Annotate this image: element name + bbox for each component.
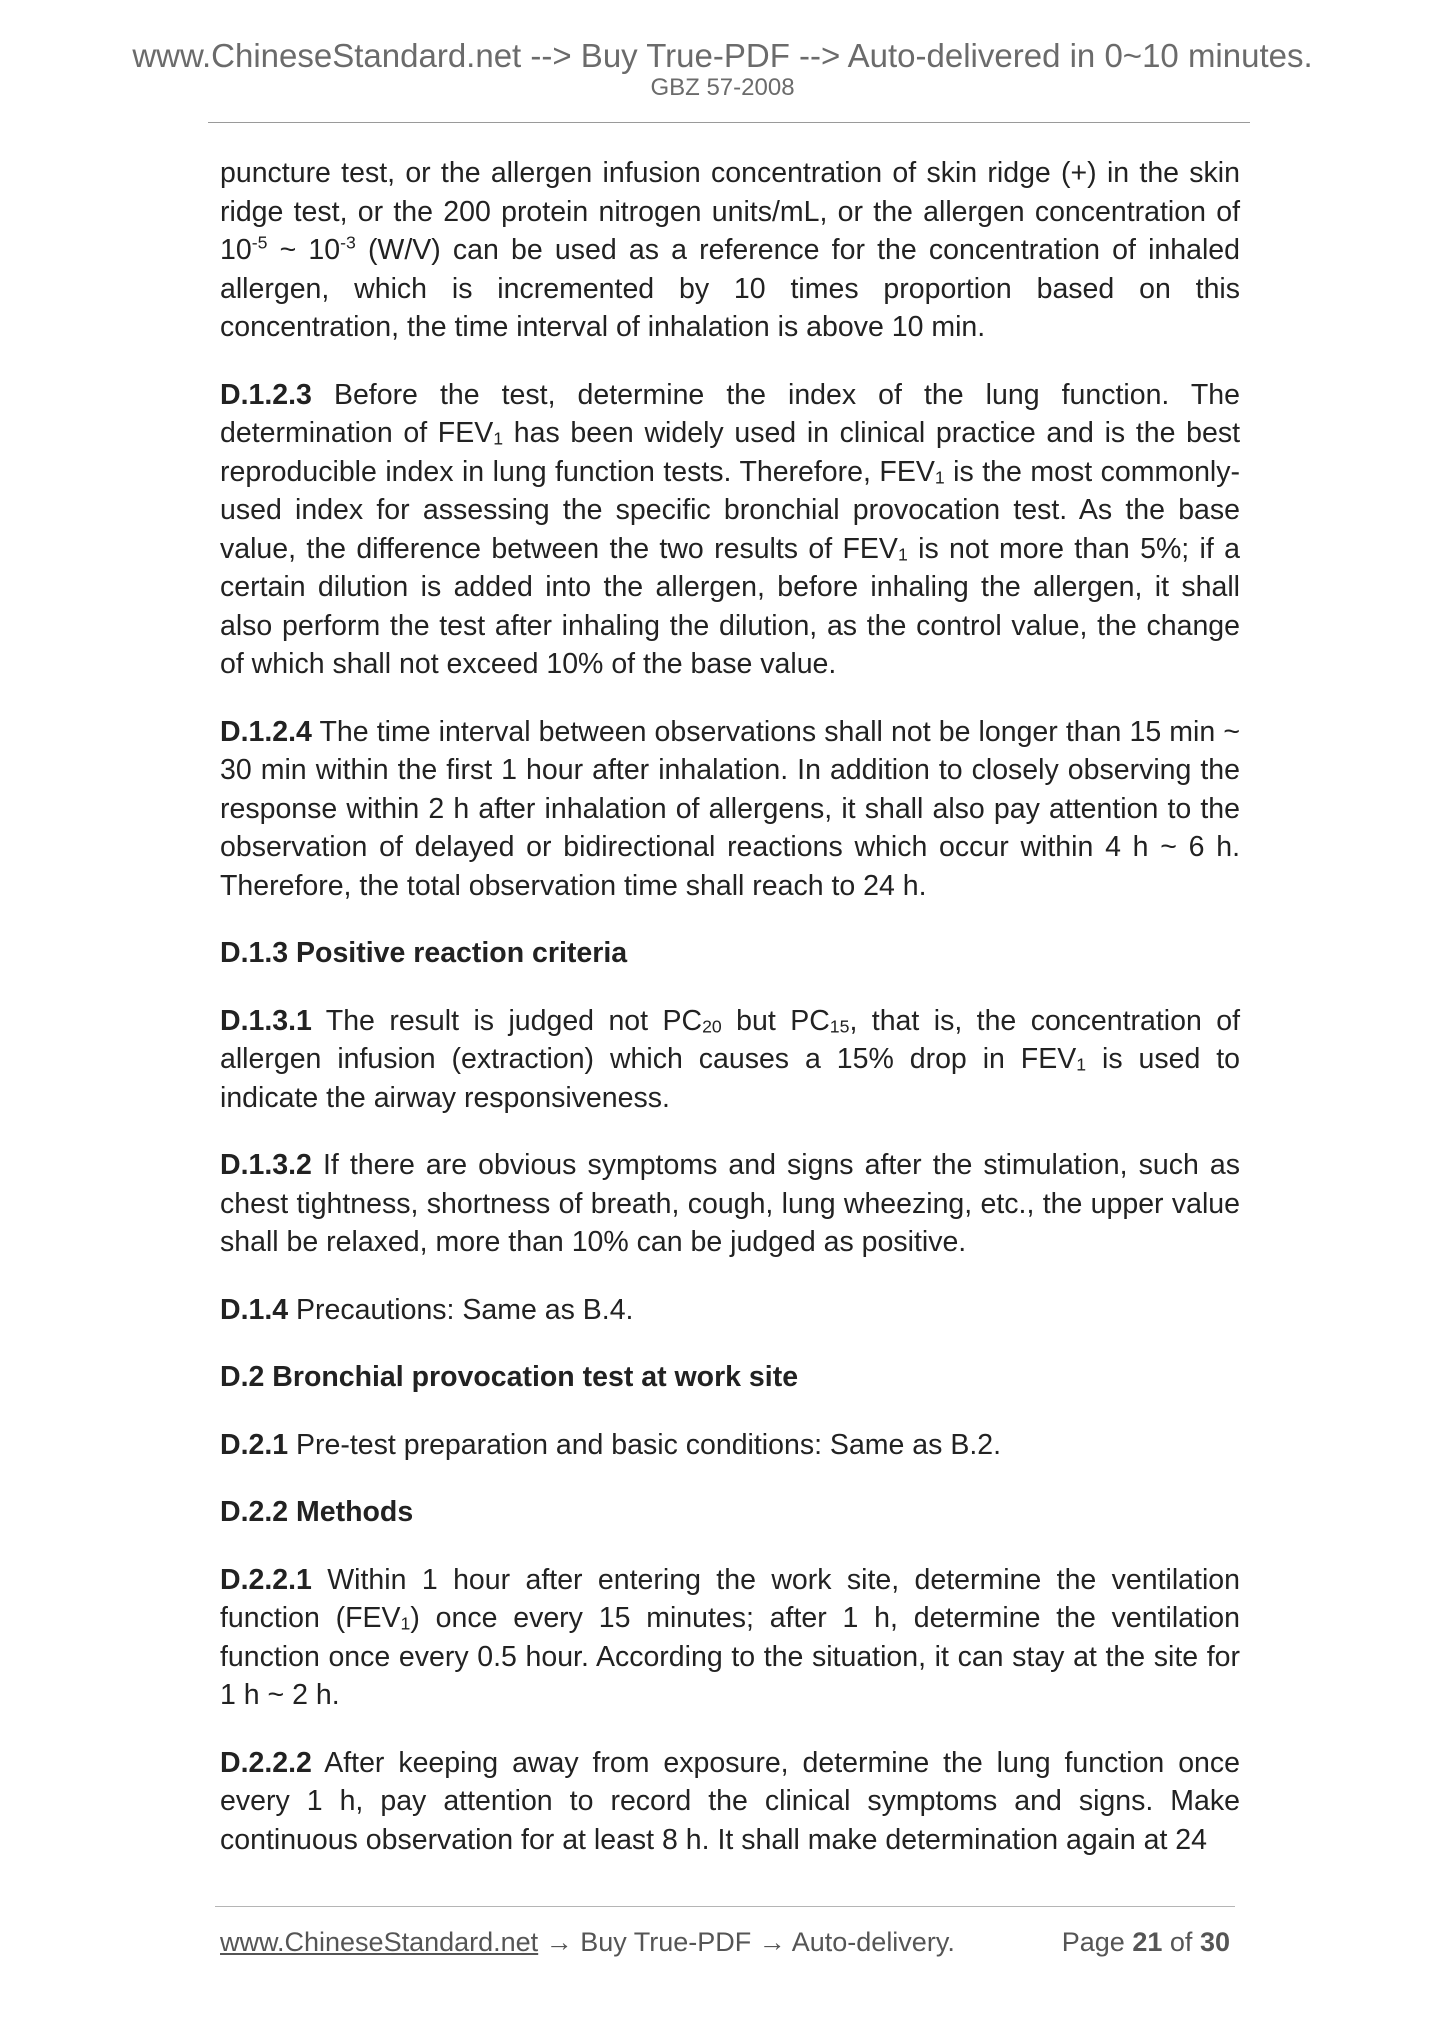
document-body (220, 154, 1240, 1888)
header-banner[interactable]: www.ChineseStandard.net --> Buy True-PDF --> Auto-delivered in 0~10 minutes. (132, 37, 1313, 74)
text-run: is the most commonly-used index for assessing the specific bronchial provocation test. As the base value, the difference between the two results of FEV (220, 455, 1240, 565)
clause-number: D.2.2.2 (220, 1746, 312, 1779)
heading-d-2 (220, 1358, 1240, 1397)
heading-text: D.1.3 Positive reaction criteria (220, 937, 628, 969)
subscript: 20 (702, 1016, 722, 1037)
text-run: The time interval between observations shall not be longer than 15 min ~ 30 min within the first 1 hour after inhalation. In addition to closely observing the response within 2 h after inhalation of allergens, it shall also pay attention to the observation of delayed or bidirectional reactions which occur within 4 h ~ 6 h. Therefore, the total observation time shall reach to 24 h. (220, 715, 1240, 902)
text-run: Precautions: Same as B.4. (288, 1293, 634, 1326)
heading-d-2-2 (220, 1493, 1240, 1532)
paragraph-d-2-2-2 (220, 1744, 1240, 1860)
superscript: -3 (340, 232, 356, 253)
heading-text: D.2.2 Methods (220, 1496, 414, 1528)
footer-divider (215, 1906, 1235, 1907)
clause-number: D.2.2.1 (220, 1563, 312, 1596)
text-run: The result is judged not PC (311, 1004, 703, 1037)
subscript: 1 (934, 467, 945, 488)
heading-d-1-3 (220, 934, 1240, 973)
clause-number: D.1.2.4 (220, 715, 312, 748)
clause-number: D.1.3.2 (220, 1149, 312, 1181)
heading-text: D.2 Bronchial provocation test at work site (220, 1361, 799, 1393)
clause-number: D.1.4 (220, 1293, 289, 1326)
paragraph-d-2-1 (220, 1426, 1240, 1465)
page-indicator (1062, 1926, 1230, 1958)
subscript: 1 (1076, 1054, 1087, 1075)
standard-id: GBZ 57-2008 (650, 74, 795, 101)
text-run: but PC (721, 1004, 830, 1037)
page-of: of (1169, 1927, 1193, 1957)
paragraph-d-1-2-3 (220, 376, 1240, 684)
page-current: 21 (1132, 1927, 1163, 1957)
text-run: Within 1 hour after entering the work site, determine the ventilation function (FEV (220, 1563, 1240, 1634)
text-run: Before the test, determine the index of the lung function. The determination of FEV (220, 378, 1240, 449)
text-run: is not more than 5%; if a certain dilution is added into the allergen, before inhaling the allergen, it shall also perform the test after inhaling the dilution, as the control value, the change of which shall not exceed 10% of the base value. (220, 532, 1240, 680)
text-run: ) once every 15 minutes; after 1 h, determine the ventilation function once every 0.5 hour. According to the situation, it can stay at the site for 1 h ~ 2 h. (220, 1602, 1240, 1711)
subscript: 1 (897, 544, 908, 565)
paragraph-d-2-2-1 (220, 1561, 1240, 1715)
subscript: 1 (493, 428, 504, 449)
text-run: is used to indicate the airway responsiveness. (220, 1043, 1241, 1114)
text-run: , that is, the concentration of allergen infusion (extraction) which causes a 15% drop in FEV (220, 1004, 1241, 1075)
text-run: ~ 10 (267, 234, 341, 266)
paragraph-d-1-3-2 (220, 1146, 1240, 1262)
text-run: After keeping away from exposure, determine the lung function once every 1 h, pay attention to record the clinical symptoms and signs. Make continuous observation for at least 8 h. It shall make determination again at 24 (220, 1746, 1240, 1856)
paragraph-d-1-3-1 (220, 1002, 1240, 1118)
text-run: If there are obvious symptoms and signs after the stimulation, such as chest tightness, shortness of breath, cough, lung wheezing, etc., the upper value shall be relaxed, more than 10% can be judged as positive. (220, 1149, 1240, 1258)
clause-number: D.2.1 (220, 1428, 289, 1461)
text-run: puncture test, or the allergen infusion concentration of skin ridge (+) in the skin ridge test, or the 200 protein nitrogen units/mL, or the allergen concentration of 10 (220, 157, 1240, 266)
superscript: -5 (251, 232, 268, 253)
text-run: has been widely used in clinical practice and is the best reproducible index in lung function tests. Therefore, FEV (220, 417, 1241, 488)
text-run: Pre-test preparation and basic conditions: Same as B.2. (288, 1428, 1002, 1461)
clause-number: D.1.3.1 (220, 1004, 312, 1037)
header-divider (208, 122, 1250, 123)
footer-promo-text: → Buy True-PDF → Auto-delivery. (538, 1927, 955, 1957)
footer-site-link[interactable]: www.ChineseStandard.net (220, 1927, 539, 1957)
page-total: 30 (1199, 1927, 1230, 1957)
paragraph-d-1-2-4 (220, 713, 1240, 906)
paragraph-d-1-4 (220, 1291, 1240, 1330)
paragraph-concentration-continued (220, 154, 1240, 347)
subscript: 15 (829, 1016, 850, 1037)
subscript: 1 (400, 1613, 411, 1634)
page-label: Page (1061, 1927, 1125, 1957)
text-run: (W/V) can be used as a reference for the concentration of inhaled allergen, which is incremented by 10 times proportion based on this concentration, the time interval of inhalation is above 10 min. (220, 234, 1240, 343)
footer-promo (220, 1926, 955, 1958)
clause-number: D.1.2.3 (220, 378, 312, 411)
